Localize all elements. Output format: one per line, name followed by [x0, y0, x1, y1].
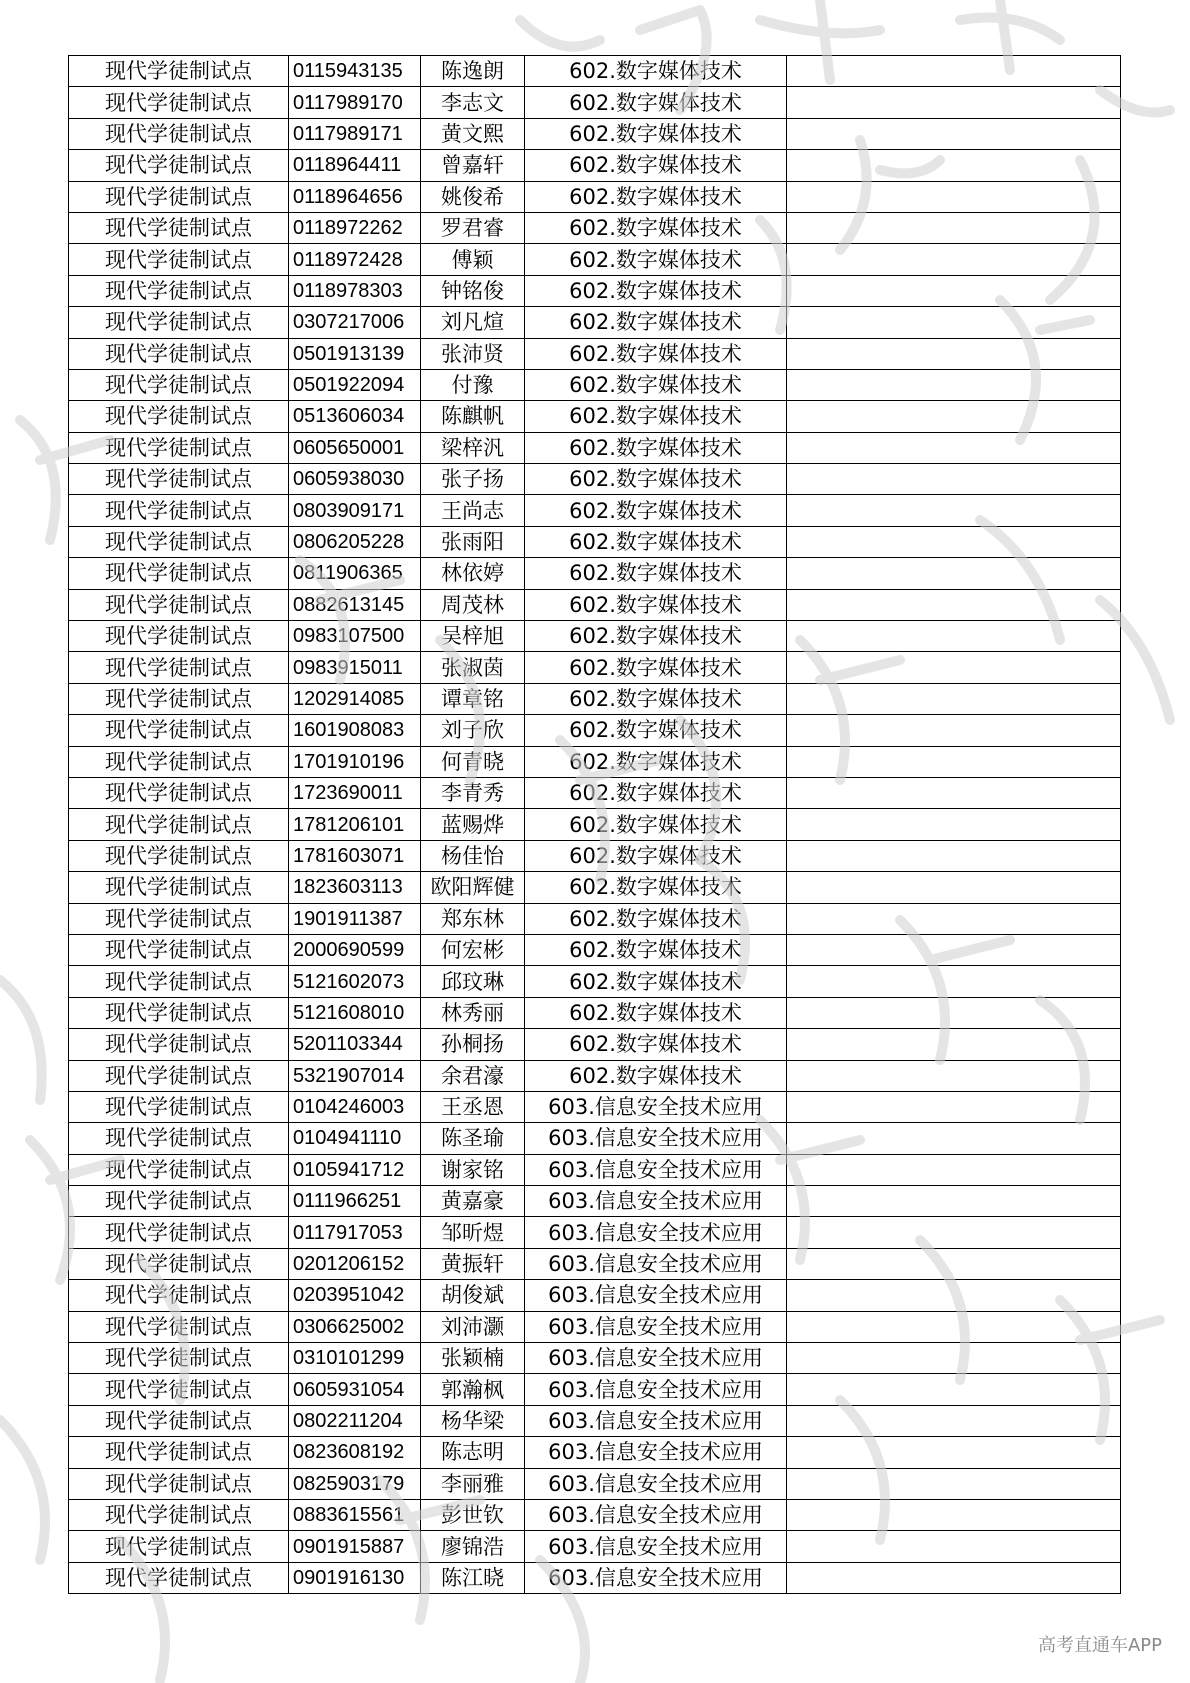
cell-remarks [787, 338, 1121, 369]
cell-candidate-number: 2000690599 [289, 934, 421, 965]
table-row [69, 1060, 1121, 1091]
table-row [69, 903, 1121, 934]
cell-remarks [787, 1060, 1121, 1091]
cell-major: 602.数字媒体技术 [525, 244, 787, 275]
table-row [69, 56, 1121, 87]
cell-remarks [787, 432, 1121, 463]
cell-remarks [787, 401, 1121, 432]
cell-major: 602.数字媒体技术 [525, 558, 787, 589]
cell-student-name: 张沛贤 [421, 338, 525, 369]
cell-student-name: 周茂林 [421, 589, 525, 620]
table-row [69, 1437, 1121, 1468]
cell-remarks [787, 1374, 1121, 1405]
cell-remarks [787, 307, 1121, 338]
cell-program-type: 现代学徒制试点 [69, 746, 289, 777]
table-row [69, 150, 1121, 181]
cell-program-type: 现代学徒制试点 [69, 1248, 289, 1279]
cell-major: 602.数字媒体技术 [525, 464, 787, 495]
cell-program-type: 现代学徒制试点 [69, 495, 289, 526]
cell-student-name: 王尚志 [421, 495, 525, 526]
cell-major: 603.信息安全技术应用 [525, 1468, 787, 1499]
cell-program-type: 现代学徒制试点 [69, 275, 289, 306]
cell-candidate-number: 0118964656 [289, 181, 421, 212]
cell-candidate-number: 0901915887 [289, 1531, 421, 1562]
cell-major: 602.数字媒体技术 [525, 840, 787, 871]
cell-remarks [787, 369, 1121, 400]
cell-student-name: 林秀丽 [421, 997, 525, 1028]
table-row [69, 809, 1121, 840]
cell-program-type: 现代学徒制试点 [69, 1499, 289, 1530]
cell-remarks [787, 652, 1121, 683]
table-row [69, 526, 1121, 557]
table-row [69, 369, 1121, 400]
cell-major: 603.信息安全技术应用 [525, 1499, 787, 1530]
cell-candidate-number: 0115943135 [289, 56, 421, 87]
table-row [69, 118, 1121, 149]
cell-candidate-number: 0104941110 [289, 1123, 421, 1154]
cell-remarks [787, 275, 1121, 306]
cell-student-name: 李青秀 [421, 777, 525, 808]
cell-student-name: 梁梓汎 [421, 432, 525, 463]
table-row [69, 1343, 1121, 1374]
cell-remarks [787, 1154, 1121, 1185]
cell-remarks [787, 1217, 1121, 1248]
cell-student-name: 张子扬 [421, 464, 525, 495]
cell-candidate-number: 0306625002 [289, 1311, 421, 1342]
cell-program-type: 现代学徒制试点 [69, 150, 289, 181]
cell-major: 602.数字媒体技术 [525, 307, 787, 338]
cell-remarks [787, 1311, 1121, 1342]
cell-candidate-number: 0111966251 [289, 1186, 421, 1217]
cell-remarks [787, 1091, 1121, 1122]
cell-candidate-number: 1823603113 [289, 872, 421, 903]
cell-program-type: 现代学徒制试点 [69, 840, 289, 871]
cell-program-type: 现代学徒制试点 [69, 401, 289, 432]
cell-student-name: 王丞恩 [421, 1091, 525, 1122]
cell-student-name: 郭瀚枫 [421, 1374, 525, 1405]
table-row [69, 464, 1121, 495]
cell-remarks [787, 212, 1121, 243]
table-row [69, 1248, 1121, 1279]
cell-candidate-number: 0605650001 [289, 432, 421, 463]
cell-program-type: 现代学徒制试点 [69, 369, 289, 400]
table-row [69, 87, 1121, 118]
cell-major: 603.信息安全技术应用 [525, 1123, 787, 1154]
cell-student-name: 罗君睿 [421, 212, 525, 243]
table-row [69, 307, 1121, 338]
cell-program-type: 现代学徒制试点 [69, 1060, 289, 1091]
cell-program-type: 现代学徒制试点 [69, 1123, 289, 1154]
cell-remarks [787, 1280, 1121, 1311]
cell-remarks [787, 495, 1121, 526]
cell-remarks [787, 558, 1121, 589]
cell-program-type: 现代学徒制试点 [69, 872, 289, 903]
cell-remarks [787, 1531, 1121, 1562]
cell-major: 603.信息安全技术应用 [525, 1186, 787, 1217]
cell-remarks [787, 997, 1121, 1028]
table-row [69, 1531, 1121, 1562]
cell-student-name: 邹昕煜 [421, 1217, 525, 1248]
table-row [69, 652, 1121, 683]
cell-major: 602.数字媒体技术 [525, 526, 787, 557]
cell-major: 602.数字媒体技术 [525, 1060, 787, 1091]
cell-student-name: 陈麒帆 [421, 401, 525, 432]
table-row [69, 589, 1121, 620]
cell-program-type: 现代学徒制试点 [69, 1562, 289, 1593]
cell-program-type: 现代学徒制试点 [69, 683, 289, 714]
cell-candidate-number: 0883615561 [289, 1499, 421, 1530]
cell-major: 602.数字媒体技术 [525, 150, 787, 181]
cell-program-type: 现代学徒制试点 [69, 181, 289, 212]
cell-student-name: 李丽雅 [421, 1468, 525, 1499]
cell-remarks [787, 715, 1121, 746]
cell-remarks [787, 1186, 1121, 1217]
cell-major: 603.信息安全技术应用 [525, 1154, 787, 1185]
cell-program-type: 现代学徒制试点 [69, 558, 289, 589]
cell-program-type: 现代学徒制试点 [69, 212, 289, 243]
cell-major: 602.数字媒体技术 [525, 997, 787, 1028]
table-row [69, 997, 1121, 1028]
table-row [69, 1154, 1121, 1185]
table-row [69, 1217, 1121, 1248]
cell-major: 602.数字媒体技术 [525, 777, 787, 808]
footer-source-label: 高考直通车APP [1037, 1635, 1162, 1656]
cell-major: 602.数字媒体技术 [525, 872, 787, 903]
cell-candidate-number: 0117989171 [289, 118, 421, 149]
cell-program-type: 现代学徒制试点 [69, 307, 289, 338]
cell-remarks [787, 1562, 1121, 1593]
cell-student-name: 蓝赐烨 [421, 809, 525, 840]
cell-candidate-number: 0605931054 [289, 1374, 421, 1405]
cell-student-name: 何宏彬 [421, 934, 525, 965]
cell-major: 602.数字媒体技术 [525, 87, 787, 118]
cell-program-type: 现代学徒制试点 [69, 715, 289, 746]
cell-candidate-number: 0307217006 [289, 307, 421, 338]
cell-major: 603.信息安全技术应用 [525, 1248, 787, 1279]
cell-student-name: 欧阳辉健 [421, 872, 525, 903]
cell-program-type: 现代学徒制试点 [69, 1311, 289, 1342]
cell-major: 603.信息安全技术应用 [525, 1311, 787, 1342]
cell-candidate-number: 5121608010 [289, 997, 421, 1028]
cell-remarks [787, 621, 1121, 652]
cell-remarks [787, 1405, 1121, 1436]
cell-candidate-number: 1901911387 [289, 903, 421, 934]
cell-student-name: 谭章铭 [421, 683, 525, 714]
cell-candidate-number: 0118972428 [289, 244, 421, 275]
cell-student-name: 邱玟琳 [421, 966, 525, 997]
cell-candidate-number: 0501913139 [289, 338, 421, 369]
cell-program-type: 现代学徒制试点 [69, 777, 289, 808]
cell-program-type: 现代学徒制试点 [69, 338, 289, 369]
cell-major: 602.数字媒体技术 [525, 275, 787, 306]
cell-program-type: 现代学徒制试点 [69, 1029, 289, 1060]
cell-student-name: 张颖楠 [421, 1343, 525, 1374]
cell-major: 603.信息安全技术应用 [525, 1280, 787, 1311]
cell-program-type: 现代学徒制试点 [69, 1531, 289, 1562]
cell-candidate-number: 1781206101 [289, 809, 421, 840]
cell-remarks [787, 150, 1121, 181]
table-row [69, 212, 1121, 243]
cell-program-type: 现代学徒制试点 [69, 903, 289, 934]
table-row [69, 1091, 1121, 1122]
table-row [69, 777, 1121, 808]
cell-remarks [787, 1343, 1121, 1374]
cell-candidate-number: 0605938030 [289, 464, 421, 495]
cell-student-name: 李志文 [421, 87, 525, 118]
cell-student-name: 姚俊希 [421, 181, 525, 212]
cell-candidate-number: 0117989170 [289, 87, 421, 118]
admission-table [68, 55, 1121, 1594]
cell-major: 602.数字媒体技术 [525, 1029, 787, 1060]
cell-student-name: 彭世钦 [421, 1499, 525, 1530]
cell-major: 602.数字媒体技术 [525, 212, 787, 243]
cell-program-type: 现代学徒制试点 [69, 589, 289, 620]
table-row [69, 1468, 1121, 1499]
cell-candidate-number: 0882613145 [289, 589, 421, 620]
cell-student-name: 廖锦浩 [421, 1531, 525, 1562]
cell-candidate-number: 1601908083 [289, 715, 421, 746]
cell-major: 602.数字媒体技术 [525, 966, 787, 997]
cell-remarks [787, 683, 1121, 714]
cell-remarks [787, 840, 1121, 871]
table-row [69, 746, 1121, 777]
cell-student-name: 傅颖 [421, 244, 525, 275]
cell-student-name: 吴梓旭 [421, 621, 525, 652]
cell-candidate-number: 0825903179 [289, 1468, 421, 1499]
cell-student-name: 刘子欣 [421, 715, 525, 746]
cell-program-type: 现代学徒制试点 [69, 1437, 289, 1468]
cell-major: 602.数字媒体技术 [525, 118, 787, 149]
table-row [69, 966, 1121, 997]
table-row [69, 715, 1121, 746]
cell-remarks [787, 872, 1121, 903]
table-row [69, 558, 1121, 589]
table-row [69, 621, 1121, 652]
cell-candidate-number: 1701910196 [289, 746, 421, 777]
cell-candidate-number: 0811906365 [289, 558, 421, 589]
table-row [69, 1562, 1121, 1593]
cell-candidate-number: 0501922094 [289, 369, 421, 400]
cell-major: 603.信息安全技术应用 [525, 1217, 787, 1248]
cell-program-type: 现代学徒制试点 [69, 464, 289, 495]
cell-candidate-number: 0802211204 [289, 1405, 421, 1436]
cell-program-type: 现代学徒制试点 [69, 652, 289, 683]
cell-program-type: 现代学徒制试点 [69, 1468, 289, 1499]
cell-candidate-number: 0310101299 [289, 1343, 421, 1374]
cell-program-type: 现代学徒制试点 [69, 997, 289, 1028]
cell-major: 602.数字媒体技术 [525, 683, 787, 714]
cell-student-name: 张雨阳 [421, 526, 525, 557]
cell-major: 602.数字媒体技术 [525, 181, 787, 212]
cell-student-name: 张淑茵 [421, 652, 525, 683]
table-row [69, 1311, 1121, 1342]
cell-remarks [787, 464, 1121, 495]
cell-program-type: 现代学徒制试点 [69, 809, 289, 840]
cell-student-name: 陈圣瑜 [421, 1123, 525, 1154]
cell-candidate-number: 0806205228 [289, 526, 421, 557]
cell-remarks [787, 244, 1121, 275]
cell-major: 602.数字媒体技术 [525, 495, 787, 526]
cell-student-name: 何青晓 [421, 746, 525, 777]
cell-major: 602.数字媒体技术 [525, 338, 787, 369]
cell-remarks [787, 181, 1121, 212]
cell-program-type: 现代学徒制试点 [69, 1343, 289, 1374]
cell-major: 603.信息安全技术应用 [525, 1437, 787, 1468]
cell-candidate-number: 0513606034 [289, 401, 421, 432]
cell-major: 602.数字媒体技术 [525, 903, 787, 934]
cell-remarks [787, 56, 1121, 87]
table-row [69, 1374, 1121, 1405]
cell-candidate-number: 0105941712 [289, 1154, 421, 1185]
cell-program-type: 现代学徒制试点 [69, 1280, 289, 1311]
cell-candidate-number: 0118978303 [289, 275, 421, 306]
cell-major: 603.信息安全技术应用 [525, 1091, 787, 1122]
table-row [69, 872, 1121, 903]
cell-student-name: 陈逸朗 [421, 56, 525, 87]
table-row [69, 840, 1121, 871]
cell-remarks [787, 809, 1121, 840]
table-row [69, 683, 1121, 714]
cell-program-type: 现代学徒制试点 [69, 621, 289, 652]
cell-student-name: 杨华梁 [421, 1405, 525, 1436]
cell-program-type: 现代学徒制试点 [69, 87, 289, 118]
table-row [69, 1029, 1121, 1060]
cell-candidate-number: 0823608192 [289, 1437, 421, 1468]
cell-program-type: 现代学徒制试点 [69, 934, 289, 965]
cell-candidate-number: 1723690011 [289, 777, 421, 808]
cell-candidate-number: 0117917053 [289, 1217, 421, 1248]
table-row [69, 934, 1121, 965]
cell-program-type: 现代学徒制试点 [69, 118, 289, 149]
cell-student-name: 余君濠 [421, 1060, 525, 1091]
cell-student-name: 杨佳怡 [421, 840, 525, 871]
cell-major: 603.信息安全技术应用 [525, 1343, 787, 1374]
cell-remarks [787, 526, 1121, 557]
cell-remarks [787, 746, 1121, 777]
cell-candidate-number: 0803909171 [289, 495, 421, 526]
cell-candidate-number: 5121602073 [289, 966, 421, 997]
cell-major: 602.数字媒体技术 [525, 401, 787, 432]
table-row [69, 1499, 1121, 1530]
cell-major: 602.数字媒体技术 [525, 621, 787, 652]
cell-remarks [787, 1499, 1121, 1530]
table-row [69, 275, 1121, 306]
cell-student-name: 付豫 [421, 369, 525, 400]
cell-program-type: 现代学徒制试点 [69, 1374, 289, 1405]
cell-student-name: 孙桐扬 [421, 1029, 525, 1060]
cell-student-name: 黄振轩 [421, 1248, 525, 1279]
cell-remarks [787, 1029, 1121, 1060]
cell-program-type: 现代学徒制试点 [69, 432, 289, 463]
cell-major: 603.信息安全技术应用 [525, 1405, 787, 1436]
cell-remarks [787, 1123, 1121, 1154]
cell-major: 602.数字媒体技术 [525, 746, 787, 777]
admission-table-body [69, 56, 1121, 1594]
cell-program-type: 现代学徒制试点 [69, 244, 289, 275]
table-row [69, 432, 1121, 463]
cell-major: 602.数字媒体技术 [525, 652, 787, 683]
cell-candidate-number: 0203951042 [289, 1280, 421, 1311]
cell-student-name: 曾嘉轩 [421, 150, 525, 181]
cell-candidate-number: 0118972262 [289, 212, 421, 243]
table-row [69, 1280, 1121, 1311]
cell-remarks [787, 87, 1121, 118]
table-row [69, 244, 1121, 275]
cell-major: 602.数字媒体技术 [525, 56, 787, 87]
cell-candidate-number: 0104246003 [289, 1091, 421, 1122]
cell-program-type: 现代学徒制试点 [69, 1186, 289, 1217]
cell-major: 602.数字媒体技术 [525, 934, 787, 965]
cell-program-type: 现代学徒制试点 [69, 1405, 289, 1436]
table-row [69, 1405, 1121, 1436]
cell-student-name: 陈江晓 [421, 1562, 525, 1593]
cell-program-type: 现代学徒制试点 [69, 1091, 289, 1122]
cell-remarks [787, 1248, 1121, 1279]
cell-student-name: 林依婷 [421, 558, 525, 589]
cell-program-type: 现代学徒制试点 [69, 526, 289, 557]
cell-major: 602.数字媒体技术 [525, 369, 787, 400]
cell-major: 603.信息安全技术应用 [525, 1374, 787, 1405]
cell-student-name: 谢家铭 [421, 1154, 525, 1185]
table-row [69, 1186, 1121, 1217]
cell-candidate-number: 1202914085 [289, 683, 421, 714]
table-row [69, 1123, 1121, 1154]
cell-student-name: 胡俊斌 [421, 1280, 525, 1311]
cell-candidate-number: 0201206152 [289, 1248, 421, 1279]
cell-major: 603.信息安全技术应用 [525, 1562, 787, 1593]
cell-candidate-number: 0901916130 [289, 1562, 421, 1593]
cell-candidate-number: 5201103344 [289, 1029, 421, 1060]
cell-student-name: 钟铭俊 [421, 275, 525, 306]
table-row [69, 401, 1121, 432]
table-row [69, 181, 1121, 212]
cell-candidate-number: 0118964411 [289, 150, 421, 181]
cell-candidate-number: 5321907014 [289, 1060, 421, 1091]
table-row [69, 495, 1121, 526]
cell-student-name: 黄文熙 [421, 118, 525, 149]
cell-remarks [787, 589, 1121, 620]
cell-major: 602.数字媒体技术 [525, 589, 787, 620]
cell-remarks [787, 934, 1121, 965]
cell-remarks [787, 903, 1121, 934]
cell-remarks [787, 1437, 1121, 1468]
cell-student-name: 黄嘉豪 [421, 1186, 525, 1217]
cell-remarks [787, 966, 1121, 997]
cell-remarks [787, 118, 1121, 149]
cell-student-name: 刘凡煊 [421, 307, 525, 338]
cell-program-type: 现代学徒制试点 [69, 966, 289, 997]
cell-major: 602.数字媒体技术 [525, 715, 787, 746]
cell-candidate-number: 0983915011 [289, 652, 421, 683]
cell-student-name: 刘沛灏 [421, 1311, 525, 1342]
cell-major: 602.数字媒体技术 [525, 809, 787, 840]
cell-program-type: 现代学徒制试点 [69, 1217, 289, 1248]
cell-candidate-number: 1781603071 [289, 840, 421, 871]
cell-candidate-number: 0983107500 [289, 621, 421, 652]
cell-program-type: 现代学徒制试点 [69, 1154, 289, 1185]
cell-remarks [787, 1468, 1121, 1499]
cell-student-name: 陈志明 [421, 1437, 525, 1468]
cell-remarks [787, 777, 1121, 808]
cell-major: 603.信息安全技术应用 [525, 1531, 787, 1562]
cell-program-type: 现代学徒制试点 [69, 56, 289, 87]
cell-student-name: 郑东林 [421, 903, 525, 934]
table-row [69, 338, 1121, 369]
cell-major: 602.数字媒体技术 [525, 432, 787, 463]
